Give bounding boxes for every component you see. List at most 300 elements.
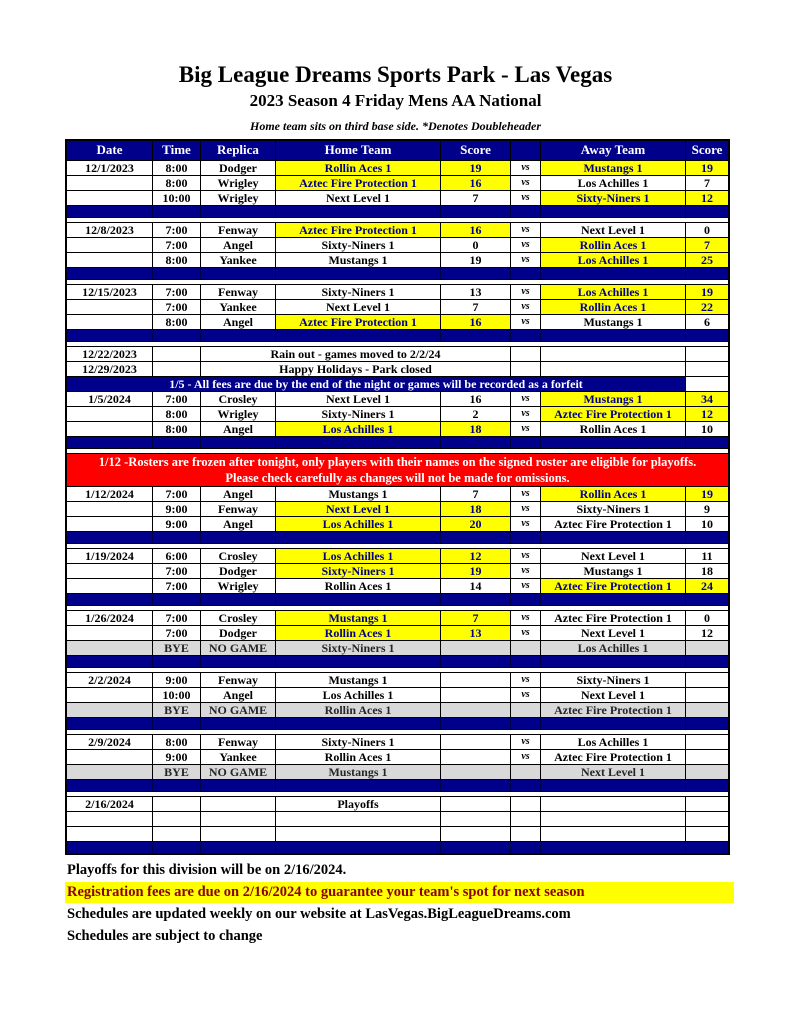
vs-cell (510, 361, 540, 376)
separator-cell (275, 531, 440, 543)
vs-cell (510, 764, 540, 779)
separator-cell (440, 329, 510, 341)
game-row (67, 391, 728, 406)
separator-cell (200, 593, 275, 605)
separator-cell (67, 779, 152, 791)
away-score-cell: 10 (685, 516, 728, 531)
date-cell (67, 640, 152, 655)
game-row (67, 314, 728, 329)
date-cell (67, 421, 152, 436)
separator-cell (510, 329, 540, 341)
separator-cell (200, 436, 275, 448)
away-score-cell: 0 (685, 610, 728, 625)
separator-cell (440, 267, 510, 279)
replica-cell: Fenway (200, 501, 275, 516)
date-cell (67, 702, 152, 717)
separator-cell (510, 717, 540, 729)
vs-cell (510, 811, 540, 826)
date-cell: 12/1/2023 (67, 160, 152, 175)
page-subtitle: 2023 Season 4 Friday Mens AA National (249, 91, 542, 110)
separator-cell (540, 841, 685, 853)
home-score-cell: 0 (440, 237, 510, 252)
replica-cell: Dodger (200, 563, 275, 578)
separator-cell (200, 655, 275, 667)
vs-cell: vs (510, 578, 540, 593)
vs-cell: vs (510, 160, 540, 175)
separator-cell (200, 267, 275, 279)
separator-cell (152, 655, 200, 667)
game-row (67, 749, 728, 764)
separator-cell (200, 329, 275, 341)
home-score-header: Score (440, 141, 510, 160)
separator-cell (67, 267, 152, 279)
home-score-cell: 19 (440, 252, 510, 267)
home-score-cell (440, 764, 510, 779)
away-team-cell: Mustangs 1 (540, 314, 685, 329)
separator-cell (152, 531, 200, 543)
time-cell: 7:00 (152, 625, 200, 640)
away-score-cell: 12 (685, 625, 728, 640)
replica-cell: Fenway (200, 222, 275, 237)
separator-cell (510, 593, 540, 605)
vs-cell: vs (510, 284, 540, 299)
home-score-cell (440, 672, 510, 687)
away-team-cell: Next Level 1 (540, 625, 685, 640)
time-cell: 8:00 (152, 734, 200, 749)
replica-cell (200, 826, 275, 841)
game-row (67, 672, 728, 687)
replica-cell: Dodger (200, 160, 275, 175)
home-score-cell: 19 (440, 563, 510, 578)
away-score-cell (685, 796, 728, 811)
date-cell (67, 563, 152, 578)
time-cell: 8:00 (152, 160, 200, 175)
replica-cell: Crosley (200, 610, 275, 625)
home-team-cell: Rollin Aces 1 (275, 702, 440, 717)
footer-subject-to-change-line: Schedules are subject to change (67, 928, 263, 944)
replica-cell: Angel (200, 516, 275, 531)
home-team-cell: Mustangs 1 (275, 764, 440, 779)
separator-cell (440, 205, 510, 217)
time-cell: 7:00 (152, 563, 200, 578)
away-score-cell (685, 376, 728, 391)
schedule-table (65, 139, 730, 855)
game-row (67, 625, 728, 640)
separator-cell (440, 436, 510, 448)
time-cell: 9:00 (152, 501, 200, 516)
away-score-cell: 0 (685, 222, 728, 237)
home-team-header: Home Team (275, 141, 440, 160)
away-team-cell: Aztec Fire Protection 1 (540, 610, 685, 625)
date-cell (67, 190, 152, 205)
home-score-cell: 16 (440, 314, 510, 329)
vs-cell (510, 346, 540, 361)
away-score-cell: 10 (685, 421, 728, 436)
home-score-cell: 19 (440, 160, 510, 175)
vs-header (510, 141, 540, 160)
home-team-cell: Mustangs 1 (275, 486, 440, 501)
home-score-cell: 2 (440, 406, 510, 421)
separator-cell (685, 436, 728, 448)
separator-cell (510, 436, 540, 448)
replica-header: Replica (200, 141, 275, 160)
date-cell (67, 299, 152, 314)
date-cell: 12/22/2023 (67, 346, 152, 361)
separator-cell (440, 841, 510, 853)
date-cell: 12/15/2023 (67, 284, 152, 299)
away-team-cell (540, 361, 685, 376)
separator-cell (200, 717, 275, 729)
away-team-cell: Aztec Fire Protection 1 (540, 578, 685, 593)
game-row (67, 175, 728, 190)
date-cell (67, 516, 152, 531)
home-team-cell: Mustangs 1 (275, 252, 440, 267)
time-cell: 7:00 (152, 391, 200, 406)
replica-cell: Yankee (200, 299, 275, 314)
home-score-cell (440, 734, 510, 749)
date-cell (67, 314, 152, 329)
separator-cell (200, 841, 275, 853)
separator-row (67, 205, 728, 217)
away-team-cell: Los Achilles 1 (540, 284, 685, 299)
roster-freeze-notice-row (67, 453, 728, 486)
vs-cell: vs (510, 175, 540, 190)
home-score-cell (440, 811, 510, 826)
time-cell: 7:00 (152, 222, 200, 237)
replica-cell: Angel (200, 421, 275, 436)
separator-cell (67, 205, 152, 217)
home-team-cell: Rollin Aces 1 (275, 578, 440, 593)
game-row (67, 222, 728, 237)
separator-cell (510, 267, 540, 279)
separator-cell (540, 717, 685, 729)
home-score-cell: 13 (440, 284, 510, 299)
vs-cell: vs (510, 406, 540, 421)
separator-cell (685, 329, 728, 341)
home-score-cell: 7 (440, 486, 510, 501)
vs-cell: vs (510, 222, 540, 237)
away-score-cell: 7 (685, 175, 728, 190)
game-row (67, 501, 728, 516)
separator-cell (510, 655, 540, 667)
home-team-cell (275, 826, 440, 841)
away-score-cell: 25 (685, 252, 728, 267)
separator-row (67, 267, 728, 279)
vs-cell: vs (510, 548, 540, 563)
home-score-cell: 20 (440, 516, 510, 531)
vs-cell: vs (510, 501, 540, 516)
separator-cell (200, 531, 275, 543)
roster-freeze-cell (67, 453, 728, 486)
date-cell (67, 252, 152, 267)
home-team-cell: Aztec Fire Protection 1 (275, 175, 440, 190)
separator-cell (540, 205, 685, 217)
away-team-cell: Sixty-Niners 1 (540, 190, 685, 205)
away-score-header: Score (685, 141, 728, 160)
game-row (67, 516, 728, 531)
away-team-cell: Rollin Aces 1 (540, 237, 685, 252)
date-cell (67, 811, 152, 826)
time-cell: 8:00 (152, 252, 200, 267)
vs-cell: vs (510, 734, 540, 749)
separator-row (67, 593, 728, 605)
date-cell: 1/5/2024 (67, 391, 152, 406)
vs-cell: vs (510, 610, 540, 625)
home-team-cell: Sixty-Niners 1 (275, 563, 440, 578)
separator-cell (200, 779, 275, 791)
separator-row (67, 717, 728, 729)
separator-cell (685, 655, 728, 667)
playoffs-row (67, 796, 728, 811)
away-team-cell: Mustangs 1 (540, 160, 685, 175)
separator-cell (510, 779, 540, 791)
date-cell: 1/19/2024 (67, 548, 152, 563)
home-team-cell: Sixty-Niners 1 (275, 734, 440, 749)
replica-cell (200, 796, 275, 811)
time-cell: 7:00 (152, 610, 200, 625)
replica-cell: Crosley (200, 548, 275, 563)
separator-cell (685, 205, 728, 217)
home-score-cell: 18 (440, 501, 510, 516)
time-cell: 8:00 (152, 406, 200, 421)
home-team-cell: Mustangs 1 (275, 672, 440, 687)
home-score-cell (440, 687, 510, 702)
home-score-cell: 7 (440, 190, 510, 205)
separator-cell (67, 329, 152, 341)
vs-cell: vs (510, 314, 540, 329)
time-cell: 10:00 (152, 687, 200, 702)
away-team-cell: Los Achilles 1 (540, 734, 685, 749)
away-score-cell (685, 702, 728, 717)
away-team-cell: Next Level 1 (540, 687, 685, 702)
game-row (67, 406, 728, 421)
away-team-cell: Rollin Aces 1 (540, 421, 685, 436)
bye-row (67, 764, 728, 779)
away-score-cell: 19 (685, 284, 728, 299)
time-cell: 9:00 (152, 672, 200, 687)
home-score-cell: 16 (440, 391, 510, 406)
date-cell: 12/29/2023 (67, 361, 152, 376)
time-cell (152, 826, 200, 841)
replica-cell: NO GAME (200, 702, 275, 717)
game-row (67, 252, 728, 267)
date-cell (67, 826, 152, 841)
fees-notice-cell: 1/5 - All fees are due by the end of the night or games will be recorded as a forfeit (67, 376, 685, 391)
vs-cell: vs (510, 687, 540, 702)
away-score-cell: 19 (685, 486, 728, 501)
game-row (67, 687, 728, 702)
home-score-cell: 7 (440, 299, 510, 314)
away-score-cell (685, 687, 728, 702)
away-team-cell (540, 796, 685, 811)
separator-cell (540, 779, 685, 791)
time-cell: 9:00 (152, 749, 200, 764)
home-score-cell: 13 (440, 625, 510, 640)
away-team-cell: Aztec Fire Protection 1 (540, 749, 685, 764)
time-cell: 6:00 (152, 548, 200, 563)
away-score-cell: 18 (685, 563, 728, 578)
date-cell (67, 749, 152, 764)
home-team-cell: Next Level 1 (275, 501, 440, 516)
separator-cell (67, 593, 152, 605)
home-team-cell (275, 811, 440, 826)
game-row (67, 299, 728, 314)
away-score-cell (685, 749, 728, 764)
separator-cell (275, 841, 440, 853)
away-score-cell: 34 (685, 391, 728, 406)
notice-cell: Rain out - games moved to 2/2/24 (200, 346, 510, 361)
replica-cell: Yankee (200, 749, 275, 764)
time-cell (152, 346, 200, 361)
replica-cell: Dodger (200, 625, 275, 640)
separator-cell (540, 436, 685, 448)
replica-cell: Fenway (200, 672, 275, 687)
separator-cell (685, 267, 728, 279)
vs-cell (510, 640, 540, 655)
game-row (67, 548, 728, 563)
separator-cell (67, 531, 152, 543)
away-team-cell (540, 811, 685, 826)
vs-cell (510, 702, 540, 717)
home-team-cell: Los Achilles 1 (275, 421, 440, 436)
vs-cell: vs (510, 749, 540, 764)
separator-cell (540, 593, 685, 605)
away-score-cell: 19 (685, 160, 728, 175)
away-score-cell: 24 (685, 578, 728, 593)
away-score-cell: 9 (685, 501, 728, 516)
away-score-cell: 12 (685, 190, 728, 205)
separator-cell (275, 717, 440, 729)
game-row (67, 160, 728, 175)
separator-cell (540, 531, 685, 543)
separator-cell (685, 531, 728, 543)
page-note: Home team sits on third base side. *Denotes Doubleheader (250, 119, 541, 133)
separator-cell (275, 593, 440, 605)
replica-cell (200, 811, 275, 826)
time-cell (152, 361, 200, 376)
home-score-cell (440, 702, 510, 717)
away-team-cell: Los Achilles 1 (540, 252, 685, 267)
time-cell: 8:00 (152, 314, 200, 329)
home-team-cell: Sixty-Niners 1 (275, 237, 440, 252)
separator-cell (440, 593, 510, 605)
separator-cell (440, 531, 510, 543)
date-cell (67, 237, 152, 252)
separator-row (67, 655, 728, 667)
away-team-cell: Next Level 1 (540, 548, 685, 563)
separator-cell (275, 205, 440, 217)
home-team-cell: Next Level 1 (275, 391, 440, 406)
table-header-row (67, 141, 728, 160)
separator-row (67, 779, 728, 791)
home-team-cell: Aztec Fire Protection 1 (275, 222, 440, 237)
away-score-cell: 7 (685, 237, 728, 252)
separator-cell (275, 779, 440, 791)
away-score-cell (685, 734, 728, 749)
vs-cell: vs (510, 252, 540, 267)
home-score-cell: 7 (440, 610, 510, 625)
time-cell: 10:00 (152, 190, 200, 205)
home-score-cell (440, 796, 510, 811)
red-notice-line: 1/12 -Rosters are frozen after tonight, only players with their names on the signed roster are eligible for playoffs. (98, 455, 697, 469)
separator-row (67, 531, 728, 543)
replica-cell: NO GAME (200, 640, 275, 655)
notice-cell: Happy Holidays - Park closed (200, 361, 510, 376)
date-cell (67, 175, 152, 190)
red-notice-line: Please check carefully as changes will not be made for omissions. (225, 471, 570, 485)
separator-cell (275, 655, 440, 667)
home-team-cell: Aztec Fire Protection 1 (275, 314, 440, 329)
separator-cell (540, 329, 685, 341)
time-cell: 7:00 (152, 299, 200, 314)
home-team-cell: Rollin Aces 1 (275, 625, 440, 640)
replica-cell: NO GAME (200, 764, 275, 779)
away-score-cell (685, 672, 728, 687)
home-team-cell: Rollin Aces 1 (275, 749, 440, 764)
away-score-cell: 22 (685, 299, 728, 314)
replica-cell: Wrigley (200, 578, 275, 593)
vs-cell (510, 826, 540, 841)
time-cell: 7:00 (152, 237, 200, 252)
time-cell: 7:00 (152, 578, 200, 593)
separator-cell (685, 717, 728, 729)
home-score-cell (440, 640, 510, 655)
away-team-cell: Rollin Aces 1 (540, 299, 685, 314)
vs-cell (510, 796, 540, 811)
vs-cell: vs (510, 421, 540, 436)
time-cell: BYE (152, 640, 200, 655)
game-row (67, 610, 728, 625)
home-team-cell: Sixty-Niners 1 (275, 640, 440, 655)
time-cell: 7:00 (152, 486, 200, 501)
separator-row (67, 436, 728, 448)
separator-cell (67, 841, 152, 853)
separator-cell (685, 779, 728, 791)
away-score-cell (685, 361, 728, 376)
game-row (67, 190, 728, 205)
date-cell (67, 578, 152, 593)
away-team-cell: Aztec Fire Protection 1 (540, 702, 685, 717)
date-cell: 12/8/2023 (67, 222, 152, 237)
fees-notice-row (67, 376, 728, 391)
separator-cell (67, 655, 152, 667)
home-team-cell: Next Level 1 (275, 190, 440, 205)
separator-cell (685, 593, 728, 605)
separator-cell (275, 436, 440, 448)
away-score-cell: 11 (685, 548, 728, 563)
date-cell (67, 406, 152, 421)
away-team-cell: Sixty-Niners 1 (540, 501, 685, 516)
bottom-band-row (67, 841, 728, 853)
date-cell: 2/16/2024 (67, 796, 152, 811)
game-row (67, 421, 728, 436)
separator-cell (152, 205, 200, 217)
separator-cell (510, 205, 540, 217)
date-cell: 2/9/2024 (67, 734, 152, 749)
vs-cell: vs (510, 391, 540, 406)
away-score-cell (685, 640, 728, 655)
away-team-cell: Next Level 1 (540, 222, 685, 237)
replica-cell: Angel (200, 314, 275, 329)
date-cell (67, 501, 152, 516)
page-title: Big League Dreams Sports Park - Las Vegas (178, 62, 613, 87)
empty-row (67, 826, 728, 841)
time-cell: BYE (152, 764, 200, 779)
separator-cell (685, 841, 728, 853)
away-team-cell: Rollin Aces 1 (540, 486, 685, 501)
separator-cell (540, 267, 685, 279)
home-team-cell: Playoffs (275, 796, 440, 811)
